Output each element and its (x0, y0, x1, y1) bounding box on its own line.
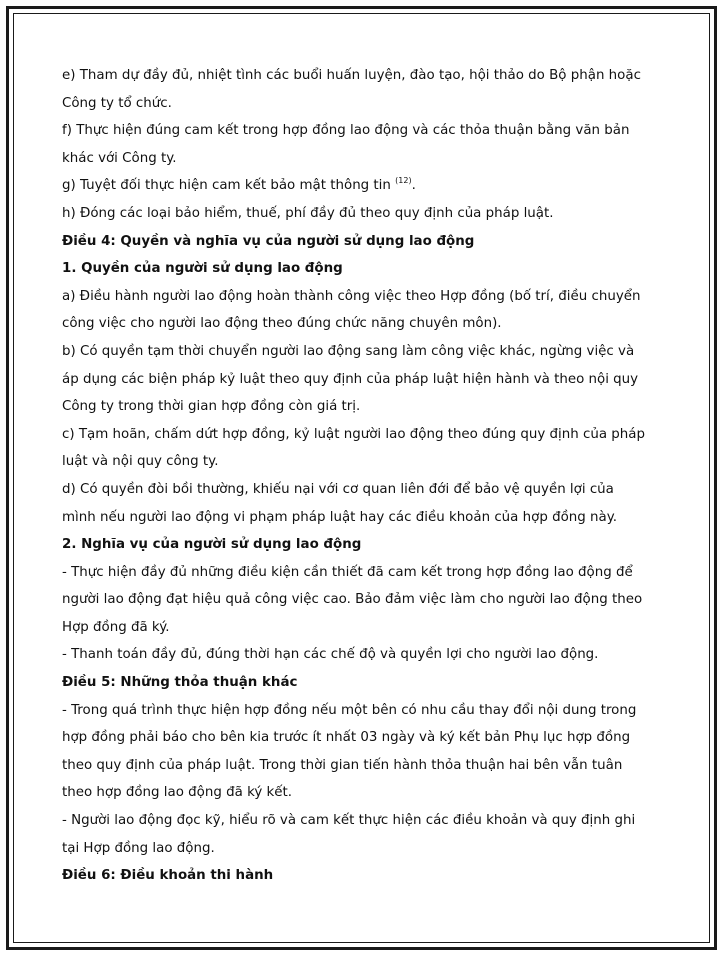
line-tt-4 (62, 779, 672, 807)
line-text: tại Hợp đồng lao động. (62, 840, 215, 856)
heading-text: Điều 6: Điều khoản thi hành (62, 868, 274, 884)
line-text: a) Điều hành người lao động hoàn thành công việc theo Hợp đồng (bố trí, điều chuyển (62, 288, 641, 304)
line-a-1 (62, 283, 672, 311)
line-text: khác với Công ty. (62, 150, 177, 166)
line-text: - Trong quá trình thực hiện hợp đồng nếu một bên có nhu cầu thay đổi nội dung trong (62, 702, 637, 718)
line-tt-1 (62, 697, 672, 725)
line-text: Công ty tổ chức. (62, 95, 172, 111)
line-tt-6 (62, 835, 672, 863)
line-text-end: . (411, 178, 416, 194)
line-d-1 (62, 476, 672, 504)
heading-text: Điều 5: Những thỏa thuận khác (62, 675, 298, 691)
line-f-1 (62, 117, 672, 145)
subheading-nghia-vu (62, 531, 672, 559)
line-text: - Thanh toán đầy đủ, đúng thời hạn các chế độ và quyền lợi cho người lao động. (62, 647, 599, 663)
line-text: theo quy định của pháp luật. Trong thời gian tiến hành thỏa thuận hai bên vẫn tuân (62, 757, 623, 773)
line-tt-5 (62, 807, 672, 835)
document-body (62, 62, 672, 890)
line-nv-4 (62, 641, 672, 669)
subheading-quyen (62, 255, 672, 283)
heading-dieu-6 (62, 862, 672, 890)
line-text: e) Tham dự đầy đủ, nhiệt tình các buổi huấn luyện, đào tạo, hội thảo do Bộ phận hoặc (62, 68, 641, 83)
line-text: - Thực hiện đầy đủ những điều kiện cần thiết đã cam kết trong hợp đồng lao động để (62, 564, 633, 580)
heading-dieu-5 (62, 669, 672, 697)
footnote-ref-12: (12) (395, 176, 412, 186)
line-text: - Người lao động đọc kỹ, hiểu rõ và cam kết thực hiện các điều khoản và quy định ghi (62, 813, 636, 829)
line-c-2 (62, 448, 672, 476)
line-text: c) Tạm hoãn, chấm dứt hợp đồng, kỷ luật người lao động theo đúng quy định của pháp (62, 426, 645, 442)
line-b-3 (62, 393, 672, 421)
line-text: luật và nội quy công ty. (62, 454, 219, 470)
line-text: h) Đóng các loại bảo hiểm, thuế, phí đầy đủ theo quy định của pháp luật. (62, 205, 554, 221)
line-text: áp dụng các biện pháp kỷ luật theo quy định của pháp luật hiện hành và theo nội quy (62, 371, 639, 387)
line-c-1 (62, 421, 672, 449)
line-text: d) Có quyền đòi bồi thường, khiếu nại với cơ quan liên đới để bảo vệ quyền lợi của (62, 481, 614, 497)
line-b-1 (62, 338, 672, 366)
line-e-1 (62, 62, 672, 90)
line-nv-1 (62, 559, 672, 587)
line-nv-3 (62, 614, 672, 642)
line-text: g) Tuyệt đối thực hiện cam kết bảo mật thông tin (62, 178, 396, 194)
line-nv-2 (62, 586, 672, 614)
line-e-2 (62, 90, 672, 118)
line-text: b) Có quyền tạm thời chuyển người lao động sang làm công việc khác, ngừng việc và (62, 343, 635, 359)
line-text: hợp đồng phải báo cho bên kia trước ít nhất 03 ngày và ký kết bản Phụ lục hợp đồng (62, 730, 631, 746)
line-text: theo hợp đồng lao động đã ký kết. (62, 785, 293, 801)
heading-text: 2. Nghĩa vụ của người sử dụng lao động (62, 537, 362, 553)
line-a-2 (62, 310, 672, 338)
line-text: người lao động đạt hiệu quả công việc cao. Bảo đảm việc làm cho người lao động theo (62, 592, 643, 608)
line-f-2 (62, 145, 672, 173)
line-text: Công ty trong thời gian hợp đồng còn giá trị. (62, 399, 361, 415)
line-h (62, 200, 672, 228)
line-tt-2 (62, 724, 672, 752)
line-text: Hợp đồng đã ký. (62, 619, 170, 635)
line-text: mình nếu người lao động vi phạm pháp luật hay các điều khoản của hợp đồng này. (62, 509, 617, 525)
heading-text: 1. Quyền của người sử dụng lao động (62, 261, 343, 277)
line-tt-3 (62, 752, 672, 780)
line-text: công việc cho người lao động theo đúng chức năng chuyên môn). (62, 316, 502, 332)
line-text: f) Thực hiện đúng cam kết trong hợp đồng lao động và các thỏa thuận bằng văn bản (62, 123, 630, 139)
heading-dieu-4 (62, 228, 672, 256)
line-b-2 (62, 366, 672, 394)
line-d-2 (62, 504, 672, 532)
line-g (62, 172, 672, 200)
heading-text: Điều 4: Quyền và nghĩa vụ của người sử dụng lao động (62, 233, 475, 249)
